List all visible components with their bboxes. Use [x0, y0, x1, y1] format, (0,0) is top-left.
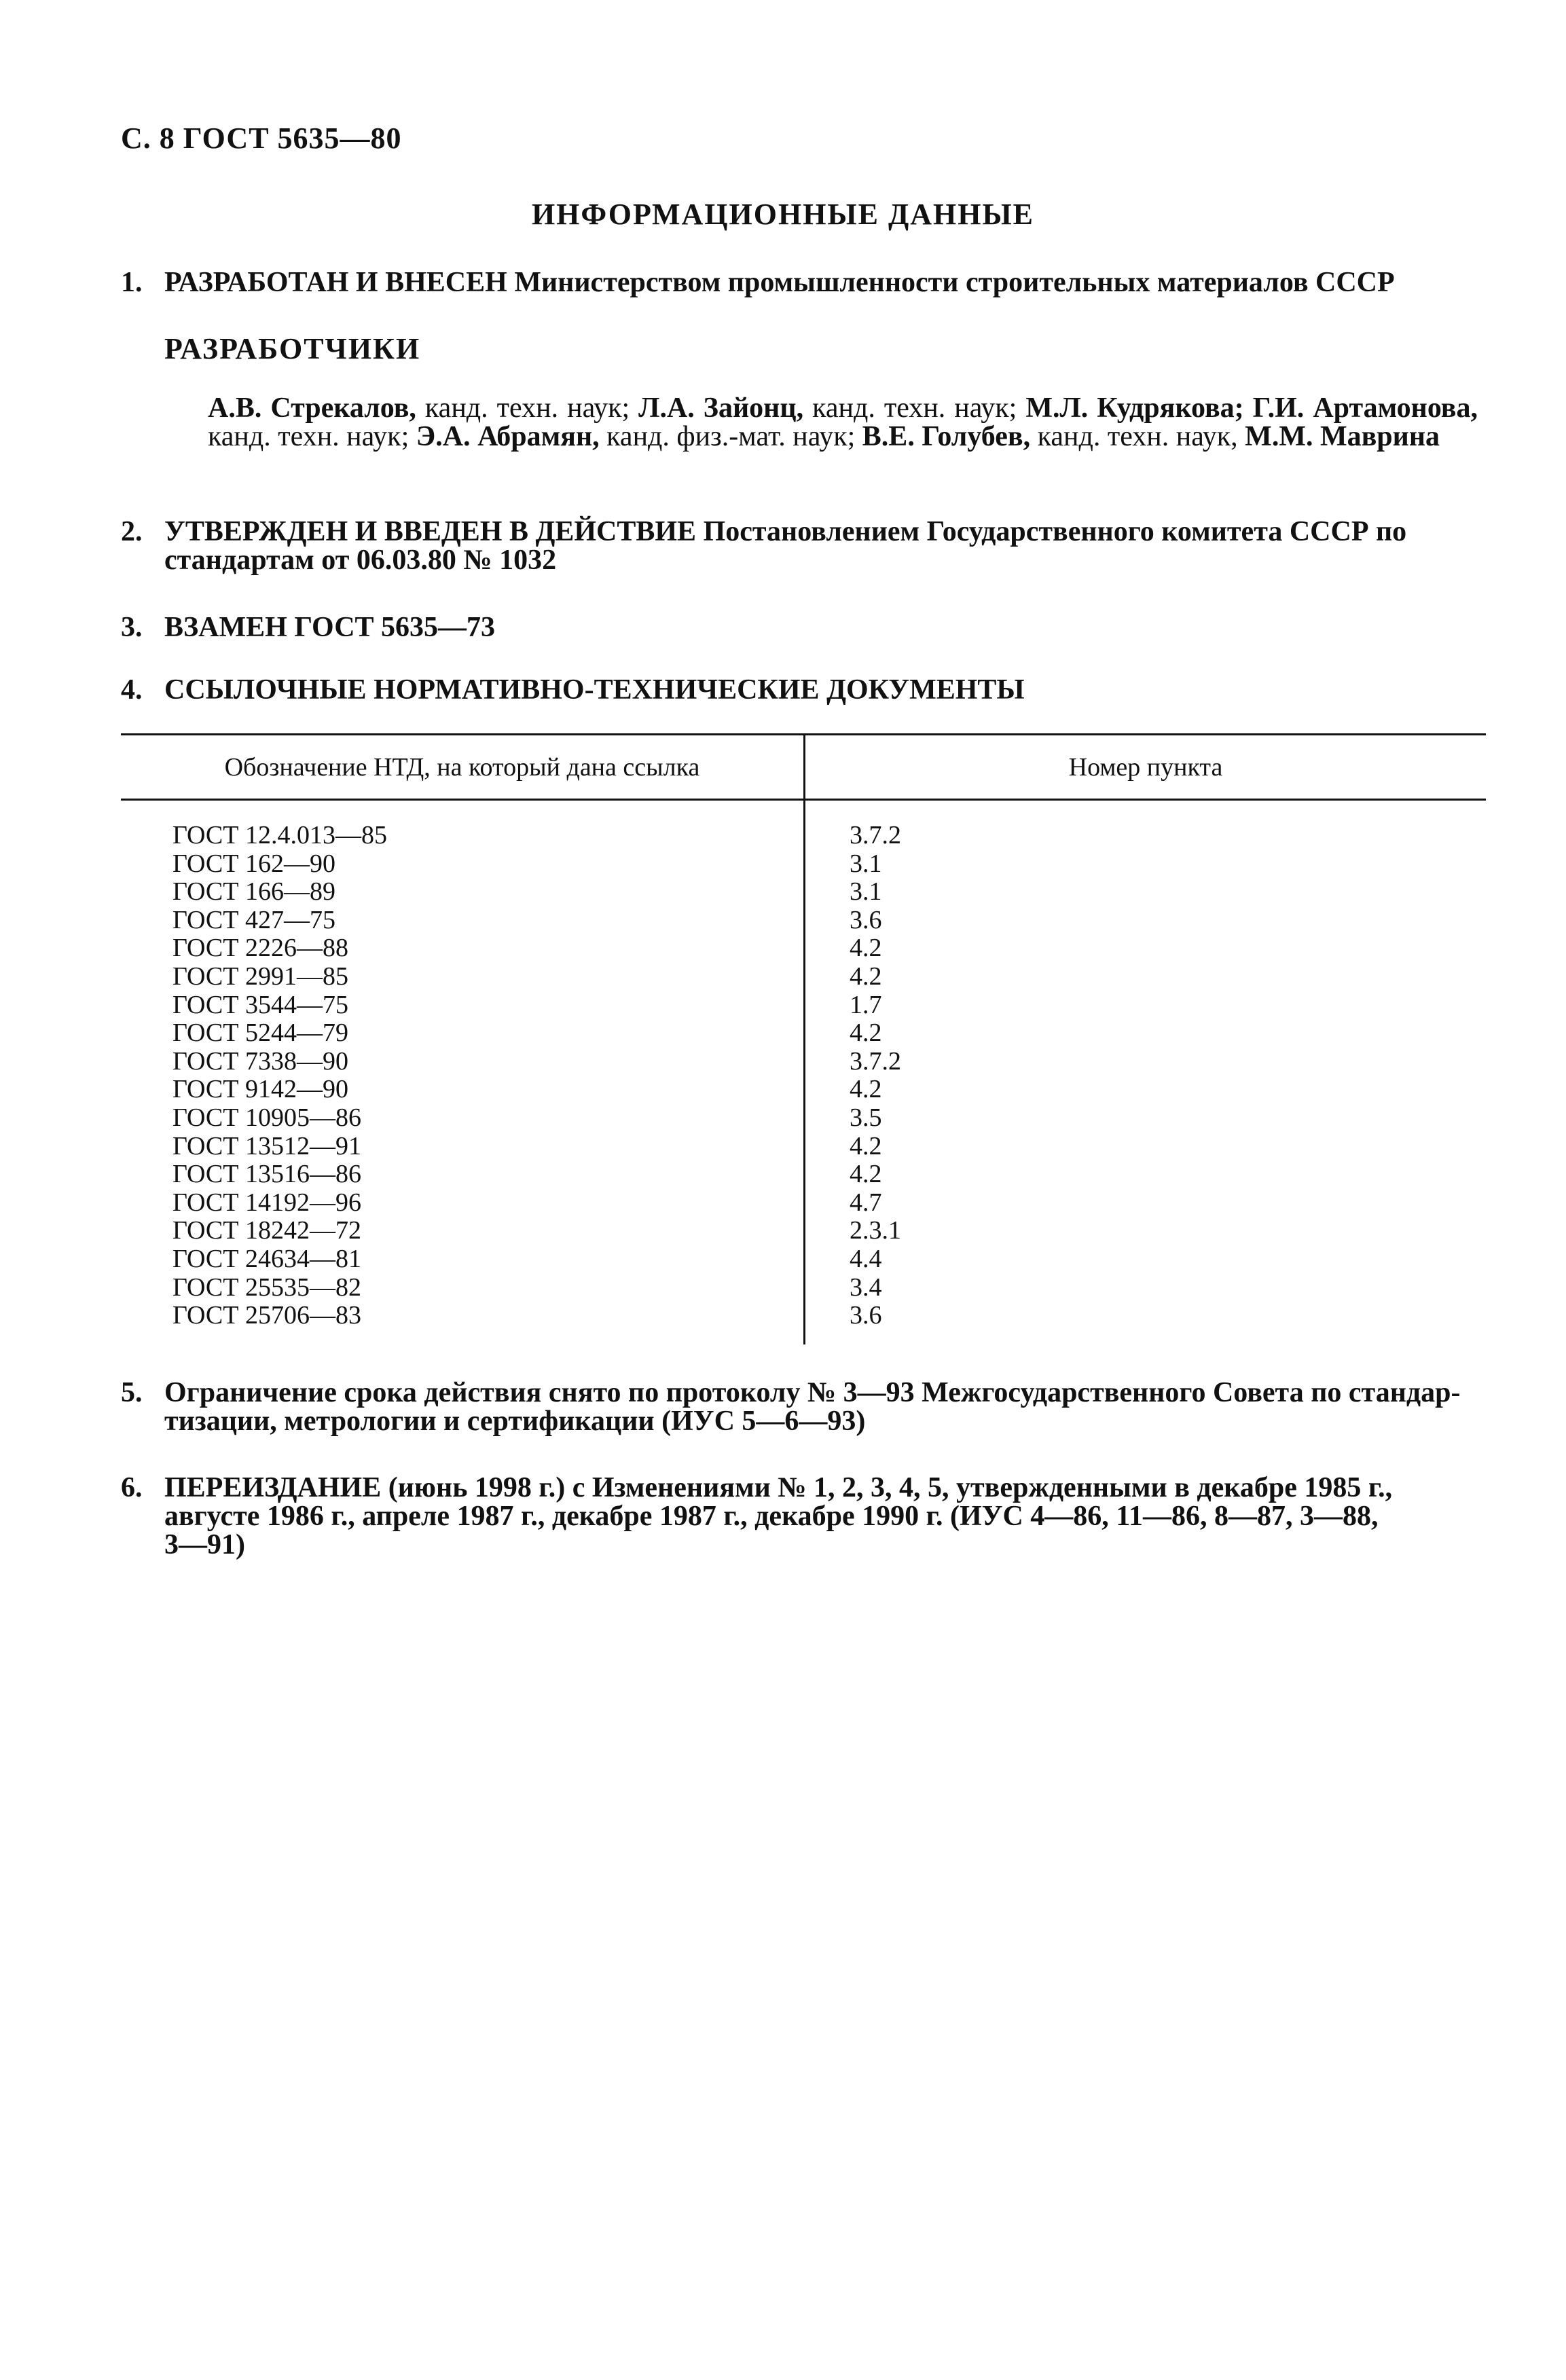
table-cell-clause: 3.7.2	[850, 1046, 901, 1076]
table-cell-designation: ГОСТ 5244—79	[172, 1019, 348, 1048]
table-cell-designation: ГОСТ 2991—85	[172, 962, 348, 991]
table-cell-designation: ГОСТ 162—90	[172, 849, 335, 878]
author-name: Л.А. Зайонц,	[638, 392, 804, 424]
item-number: 3.	[121, 612, 143, 643]
authors-list	[208, 394, 1478, 451]
page-header: С. 8 ГОСТ 5635—80	[121, 122, 402, 155]
table-cell-clause: 3.6	[850, 905, 882, 934]
author-degree: канд. техн. наук;	[416, 392, 639, 424]
item-3	[121, 613, 1478, 642]
item-2	[121, 517, 1478, 574]
table-cell-clause: 3.1	[850, 877, 882, 907]
item-number: 5.	[121, 1377, 143, 1408]
clause-column	[850, 822, 901, 1330]
item-text: Министерством промышленности строительных материалов СССР	[514, 267, 1395, 298]
table-cell-designation: ГОСТ 25535—82	[172, 1273, 361, 1302]
table-header-designation: Обозначение НТД, на который дана ссылка	[224, 753, 700, 782]
table-cell-designation: ГОСТ 7338—90	[172, 1046, 348, 1076]
item-continuation: тизации, метрологии и сертификации (ИУС 5—6—93)	[164, 1406, 866, 1437]
table-cell-clause: 4.2	[850, 962, 882, 991]
item-number: 4.	[121, 674, 143, 706]
item-number: 6.	[121, 1472, 143, 1503]
item-heading: РАЗРАБОТАН И ВНЕСЕН	[164, 267, 507, 298]
item-number: 2.	[121, 516, 143, 547]
table-cell-designation: ГОСТ 18242—72	[172, 1216, 361, 1245]
table-cell-designation: ГОСТ 12.4.013—85	[172, 821, 387, 849]
table-cell-clause: 4.2	[850, 1131, 882, 1160]
item-text: ВЗАМЕН ГОСТ 5635—73	[164, 612, 496, 643]
author-name: М.М. Маврина	[1245, 421, 1440, 452]
author-name: М.Л. Кудрякова;	[1025, 392, 1253, 424]
item-continuation: стандартам от 06.03.80 № 1032	[164, 545, 557, 576]
table-column-divider	[803, 733, 805, 1344]
developers-heading: РАЗРАБОТЧИКИ	[164, 332, 421, 365]
table-cell-clause: 1.7	[850, 990, 882, 1019]
table-cell-clause: 3.1	[850, 849, 882, 878]
table-cell-designation: ГОСТ 13512—91	[172, 1131, 361, 1160]
table-cell-clause: 3.5	[850, 1103, 882, 1132]
table-cell-designation: ГОСТ 10905—86	[172, 1103, 361, 1132]
item-text: Постановлением Государственного комитета СССР по	[703, 516, 1407, 547]
item-6	[121, 1473, 1478, 1559]
author-name: Г.И. Артамонова,	[1252, 392, 1478, 424]
table-cell-designation: ГОСТ 166—89	[172, 877, 335, 907]
table-cell-designation: ГОСТ 25706—83	[172, 1301, 361, 1330]
item-text: (июнь 1998 г.) с Изменениями № 1, 2, 3, 4, 5, утвержденными в декабре 1985 г.,	[388, 1472, 1393, 1503]
table-cell-designation: ГОСТ 3544—75	[172, 990, 348, 1019]
author-name: А.В. Стрекалов,	[208, 392, 416, 424]
table-cell-clause: 3.6	[850, 1301, 882, 1330]
table-cell-clause: 4.2	[850, 934, 882, 963]
author-name: В.Е. Голубев,	[862, 421, 1031, 452]
author-degree: канд. техн. наук;	[208, 421, 416, 452]
table-cell-designation: ГОСТ 427—75	[172, 905, 335, 934]
document-title: ИНФОРМАЦИОННЫЕ ДАННЫЕ	[531, 198, 1035, 231]
author-degree: канд. техн. наук;	[803, 392, 1026, 424]
item-text: ССЫЛОЧНЫЕ НОРМАТИВНО-ТЕХНИЧЕСКИЕ ДОКУМЕНТЫ	[164, 674, 1025, 706]
item-continuation: 3—91)	[164, 1529, 245, 1560]
author-degree: канд. физ.-мат. наук;	[599, 421, 862, 452]
item-number: 1.	[121, 267, 143, 298]
author-degree: канд. техн. наук,	[1030, 421, 1245, 452]
author-name: Э.А. Абрамян,	[416, 421, 600, 452]
item-continuation: августе 1986 г., апреле 1987 г., декабре 1987 г., декабре 1990 г. (ИУС 4—86, 11—86, 8—87, 3—88,	[164, 1501, 1379, 1532]
table-cell-designation: ГОСТ 24634—81	[172, 1244, 361, 1273]
reference-table	[121, 733, 1486, 1344]
designation-column	[172, 822, 387, 1330]
table-cell-designation: ГОСТ 13516—86	[172, 1160, 361, 1189]
table-cell-clause: 4.2	[850, 1160, 882, 1189]
table-cell-clause: 4.2	[850, 1019, 882, 1048]
table-cell-designation: ГОСТ 14192—96	[172, 1188, 361, 1217]
item-heading: ПЕРЕИЗДАНИЕ	[164, 1472, 382, 1503]
item-4	[121, 676, 1478, 704]
item-heading: УТВЕРЖДЕН И ВВЕДЕН В ДЕЙСТВИЕ	[164, 516, 697, 547]
table-cell-clause: 4.7	[850, 1188, 882, 1217]
table-cell-clause: 4.4	[850, 1244, 882, 1273]
table-cell-clause: 2.3.1	[850, 1216, 901, 1245]
table-cell-designation: ГОСТ 2226—88	[172, 934, 348, 963]
item-5	[121, 1378, 1478, 1435]
item-text: Ограничение срока действия снято по протоколу № 3—93 Межгосударственного Совета по стандар-	[164, 1377, 1461, 1408]
table-header-clause: Номер пункта	[1068, 753, 1223, 782]
item-1	[121, 268, 1478, 297]
table-cell-designation: ГОСТ 9142—90	[172, 1075, 348, 1104]
table-cell-clause: 3.4	[850, 1273, 882, 1302]
table-cell-clause: 3.7.2	[850, 821, 901, 849]
table-cell-clause: 4.2	[850, 1075, 882, 1104]
